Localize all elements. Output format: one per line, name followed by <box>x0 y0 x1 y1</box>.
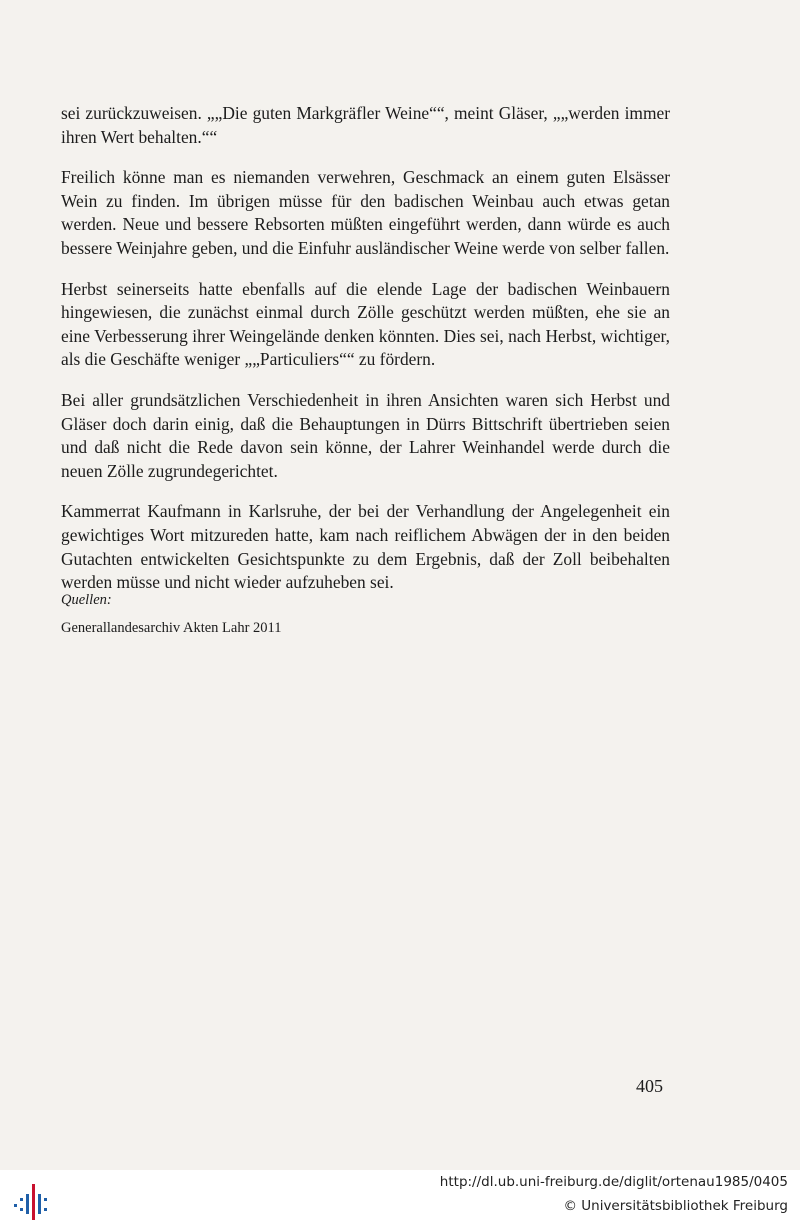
university-library-logo-icon <box>12 1178 52 1222</box>
sources-item: Generallandesarchiv Akten Lahr 2011 <box>61 620 282 636</box>
paragraph: Kammerrat Kaufmann in Karlsruhe, der bei der Verhandlung der Angelegenheit ein gewichtiges Wort mitzureden hatte, kam nach reiflichem Abwägen der in den beiden Gutachten entwickelten Gesichtspunkte zu dem Ergebnis, daß der Zoll beibehalten werden müsse und nicht wieder aufzuheben sei. <box>61 501 670 593</box>
sources-heading: Quellen: <box>61 592 112 608</box>
page-number: 405 <box>636 1076 663 1096</box>
paragraph: Herbst seinerseits hatte ebenfalls auf die elende Lage der badischen Weinbauern hingewiesen, die zunächst einmal durch Zölle geschützt werden müßten, ehe sie an eine Verbesserung ihrer Weingelände denken könnten. Dies sei, nach Herbst, wichtiger, als die Geschäfte weniger „„Particuliers““ zu fördern. <box>61 278 670 370</box>
footer <box>0 1170 800 1226</box>
footer-url-link[interactable]: http://dl.ub.uni-freiburg.de/diglit/ortenau1985/0405 <box>439 1174 788 1190</box>
body-text <box>61 102 670 612</box>
footer-copyright: © Universitätsbibliothek Freiburg <box>563 1198 788 1214</box>
paragraph: Bei aller grundsätzlichen Verschiedenheit in ihren Ansichten waren sich Herbst und Gläser doch darin einig, daß die Behauptungen in Dürrs Bittschrift übertrieben seien und daß nicht die Rede davon sein könne, der Lahrer Weinhandel werde durch die neuen Zölle zugrundegerichtet. <box>61 389 670 481</box>
paragraph: Freilich könne man es niemanden verwehren, Geschmack an einem guten Elsässer Wein zu finden. Im übrigen müsse für den badischen Weinbau auch etwas getan werden. Neue und bessere Rebsorten müßten eingeführt werden, dann würde es auch bessere Weinjahre geben, und die Einfuhr ausländischer Weine werde von selber fallen. <box>61 167 670 258</box>
paragraph: sei zurückzuweisen. „„Die guten Markgräfler Weine““, meint Gläser, „„werden immer ihren Wert behalten.““ <box>61 103 670 147</box>
